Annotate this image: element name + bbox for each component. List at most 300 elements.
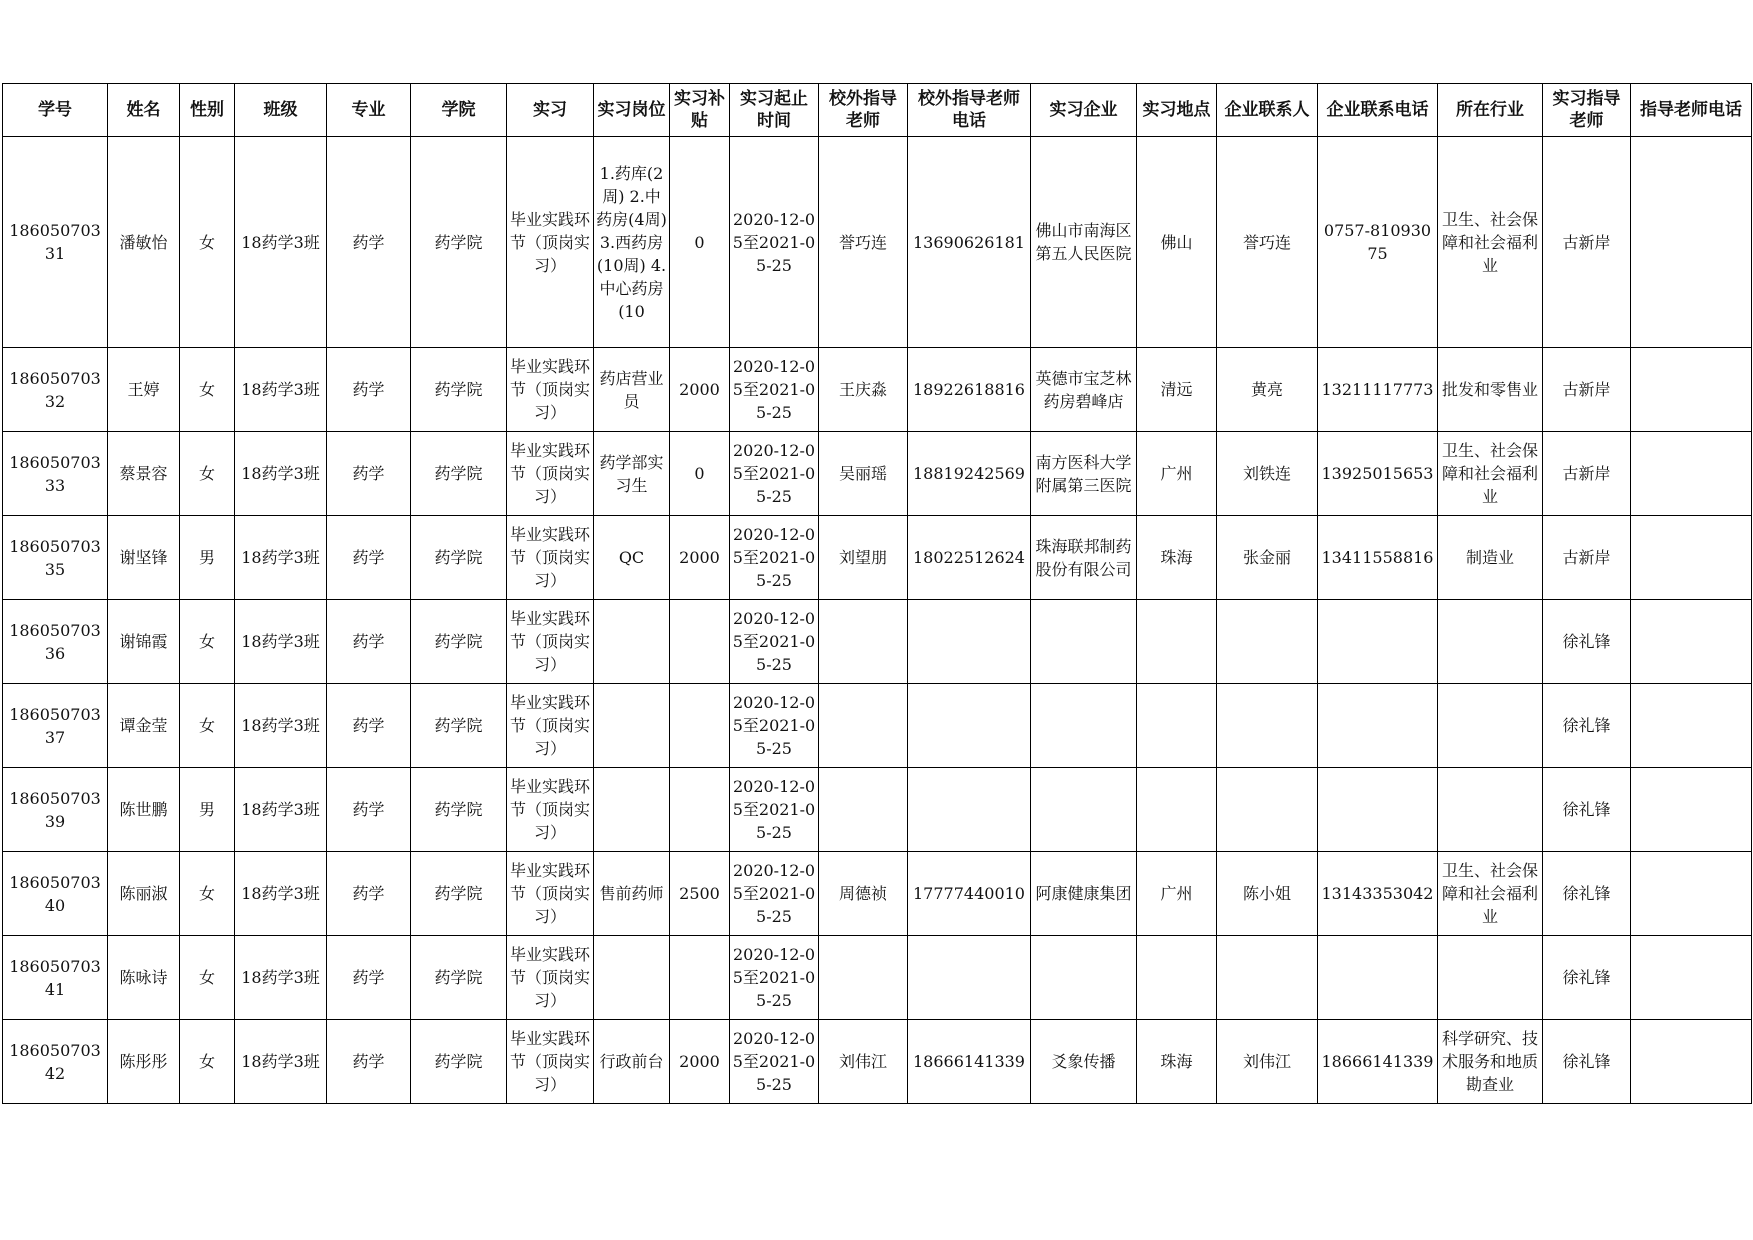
header-cell: 实习起止时间 (730, 84, 819, 137)
cell-text: 18605070337 (9, 704, 101, 747)
major-cell (327, 516, 411, 600)
name-cell (108, 348, 180, 432)
class-cell (235, 936, 327, 1020)
location-cell (1137, 348, 1217, 432)
header-cell: 班级 (235, 84, 327, 137)
cell-text: 13211117773 (1321, 380, 1434, 399)
college-cell (411, 600, 507, 684)
cell-text: 佛山市南海区第五人民医院 (1035, 221, 1132, 263)
header-cell: 实习指导老师 (1543, 84, 1631, 137)
college-cell (411, 516, 507, 600)
cell-text: 谢锦霞 (119, 632, 168, 651)
period-cell (730, 684, 819, 768)
cell-text: 药学院 (434, 716, 483, 735)
header-cell: 学院 (411, 84, 507, 137)
cell-text: 古新岸 (1562, 380, 1611, 399)
college-cell (411, 348, 507, 432)
cell-text: 制造业 (1465, 548, 1514, 567)
cell-text: 毕业实践环节（顶岗实习） (509, 693, 590, 758)
cell-text: 药学院 (434, 1052, 483, 1071)
internship-type-cell (507, 432, 594, 516)
cell-text: 佛山 (1160, 232, 1193, 252)
period-cell (730, 348, 819, 432)
cell-text: 行政前台 (599, 1052, 664, 1071)
cell-text: 陈咏诗 (119, 968, 168, 987)
advisor-cell (1543, 600, 1631, 684)
location-cell (1137, 432, 1217, 516)
college-cell (411, 137, 507, 348)
cell-text: 潘敏怡 (119, 232, 168, 252)
cell-text: 女 (198, 232, 215, 252)
header-cell: 实习岗位 (594, 84, 670, 137)
subsidy-cell (670, 1020, 730, 1104)
header-cell: 企业联系人 (1217, 84, 1318, 137)
company-phone-cell (1318, 432, 1438, 516)
cell-text: 卫生、社会保障和社会福利业 (1441, 861, 1538, 926)
cell-text: 王婷 (127, 380, 160, 399)
internship-type-cell (507, 348, 594, 432)
position-cell (594, 516, 670, 600)
cell-text: 清远 (1160, 380, 1193, 399)
cell-text: 毕业实践环节（顶岗实习） (509, 777, 590, 842)
subsidy-cell (670, 936, 730, 1020)
cell-text: 2020-12-05至2021-05-25 (732, 525, 816, 590)
cell-text: 药店营业员 (599, 368, 664, 411)
cell-text: 2000 (679, 1052, 720, 1071)
cell-text: 徐礼锋 (1562, 800, 1611, 819)
company-cell (1031, 348, 1137, 432)
cell-text: 古新岸 (1562, 548, 1611, 567)
location-cell (1137, 1020, 1217, 1104)
table-row (3, 516, 1752, 600)
gender-cell (180, 137, 235, 348)
major-cell (327, 348, 411, 432)
cell-text: 18666141339 (913, 1052, 1025, 1071)
cell-text: 誉巧连 (1242, 232, 1291, 252)
advisor-cell (1543, 137, 1631, 348)
mentor-cell (819, 1020, 908, 1104)
table-row (3, 1020, 1752, 1104)
cell-text: 陈小姐 (1242, 884, 1291, 903)
cell-text: 0 (694, 232, 705, 252)
cell-text: 2020-12-05至2021-05-25 (732, 861, 816, 926)
cell-text: 男 (198, 800, 215, 819)
gender-cell (180, 1020, 235, 1104)
student-id-cell (3, 1020, 108, 1104)
advisor-cell (1543, 936, 1631, 1020)
internship-table (2, 83, 1752, 1104)
class-cell (235, 348, 327, 432)
advisor-phone-cell (1631, 432, 1752, 516)
cell-text: 徐礼锋 (1562, 968, 1611, 987)
cell-text: 18819242569 (913, 464, 1025, 483)
cell-text: 18605070336 (9, 620, 101, 663)
subsidy-cell (670, 432, 730, 516)
cell-text: 女 (198, 1052, 215, 1071)
position-cell (594, 348, 670, 432)
header-cell: 指导老师电话 (1631, 84, 1752, 137)
cell-text: 科学研究、技术服务和地质勘查业 (1441, 1029, 1538, 1094)
college-cell (411, 768, 507, 852)
cell-text: 陈世鹏 (119, 800, 168, 819)
advisor-cell (1543, 348, 1631, 432)
cell-text: 黄亮 (1250, 380, 1283, 399)
internship-type-cell (507, 1020, 594, 1104)
location-cell (1137, 768, 1217, 852)
mentor-cell (819, 137, 908, 348)
cell-text: 药学 (352, 884, 385, 903)
table-body (3, 137, 1752, 1104)
cell-text: 13690626181 (913, 232, 1025, 252)
cell-text: 18605070342 (9, 1040, 101, 1083)
major-cell (327, 684, 411, 768)
header-cell: 企业联系电话 (1318, 84, 1438, 137)
cell-text: 18药学3班 (241, 632, 320, 651)
advisor-phone-cell (1631, 600, 1752, 684)
cell-text: 13925015653 (1321, 464, 1434, 483)
major-cell (327, 1020, 411, 1104)
company-cell (1031, 600, 1137, 684)
subsidy-cell (670, 516, 730, 600)
student-id-cell (3, 852, 108, 936)
company-phone-cell (1318, 852, 1438, 936)
cell-text: 阿康健康集团 (1035, 884, 1132, 903)
class-cell (235, 852, 327, 936)
company-cell (1031, 936, 1137, 1020)
header-cell: 性别 (180, 84, 235, 137)
cell-text: 陈丽淑 (119, 884, 168, 903)
company-cell (1031, 516, 1137, 600)
name-cell (108, 516, 180, 600)
advisor-phone-cell (1631, 137, 1752, 348)
cell-text: 0757-81093075 (1323, 221, 1432, 263)
cell-text: 药学院 (434, 968, 483, 987)
class-cell (235, 768, 327, 852)
cell-text: 徐礼锋 (1562, 632, 1611, 651)
mentor-phone-cell (908, 936, 1031, 1020)
company-contact-cell (1217, 600, 1318, 684)
industry-cell (1438, 137, 1543, 348)
mentor-phone-cell (908, 348, 1031, 432)
advisor-phone-cell (1631, 936, 1752, 1020)
table-row (3, 684, 1752, 768)
company-phone-cell (1318, 936, 1438, 1020)
cell-text: 药学院 (434, 884, 483, 903)
header-cell: 校外指导老师电话 (908, 84, 1031, 137)
cell-text: 18药学3班 (241, 716, 320, 735)
cell-text: 药学 (352, 464, 385, 483)
location-cell (1137, 936, 1217, 1020)
internship-type-cell (507, 516, 594, 600)
name-cell (108, 768, 180, 852)
cell-text: 卫生、社会保障和社会福利业 (1441, 441, 1538, 506)
cell-text: 刘伟江 (838, 1052, 887, 1071)
major-cell (327, 768, 411, 852)
advisor-phone-cell (1631, 768, 1752, 852)
position-cell (594, 600, 670, 684)
subsidy-cell (670, 684, 730, 768)
mentor-cell (819, 768, 908, 852)
header-cell: 姓名 (108, 84, 180, 137)
cell-text: 女 (198, 632, 215, 651)
cell-text: 女 (198, 464, 215, 483)
location-cell (1137, 137, 1217, 348)
cell-text: 18022512624 (913, 548, 1025, 567)
name-cell (108, 684, 180, 768)
period-cell (730, 137, 819, 348)
company-contact-cell (1217, 348, 1318, 432)
cell-text: 药学 (352, 380, 385, 399)
cell-text: 药学 (352, 800, 385, 819)
cell-text: 0 (694, 464, 705, 483)
student-id-cell (3, 600, 108, 684)
company-phone-cell (1318, 768, 1438, 852)
company-contact-cell (1217, 936, 1318, 1020)
cell-text: 药学部实习生 (599, 452, 664, 495)
cell-text: 药学院 (434, 632, 483, 651)
cell-text: 卫生、社会保障和社会福利业 (1441, 209, 1538, 275)
cell-text: 18605070339 (9, 788, 101, 831)
cell-text: 2000 (679, 380, 720, 399)
cell-text: 2020-12-05至2021-05-25 (732, 441, 816, 506)
position-cell (594, 684, 670, 768)
college-cell (411, 1020, 507, 1104)
advisor-cell (1543, 768, 1631, 852)
company-phone-cell (1318, 600, 1438, 684)
header-cell: 实习补贴 (670, 84, 730, 137)
gender-cell (180, 348, 235, 432)
gender-cell (180, 684, 235, 768)
major-cell (327, 852, 411, 936)
student-id-cell (3, 516, 108, 600)
company-contact-cell (1217, 137, 1318, 348)
major-cell (327, 432, 411, 516)
cell-text: 18605070333 (9, 452, 101, 495)
gender-cell (180, 768, 235, 852)
name-cell (108, 936, 180, 1020)
advisor-cell (1543, 1020, 1631, 1104)
student-id-cell (3, 432, 108, 516)
company-contact-cell (1217, 432, 1318, 516)
advisor-phone-cell (1631, 348, 1752, 432)
student-id-cell (3, 348, 108, 432)
industry-cell (1438, 600, 1543, 684)
cell-text: 2020-12-05至2021-05-25 (732, 1029, 816, 1094)
name-cell (108, 432, 180, 516)
cell-text: 18药学3班 (241, 968, 320, 987)
cell-text: 男 (198, 548, 215, 567)
advisor-phone-cell (1631, 516, 1752, 600)
header-cell: 实习 (507, 84, 594, 137)
header-cell: 实习企业 (1031, 84, 1137, 137)
cell-text: 英德市宝芝林药房碧峰店 (1035, 368, 1132, 411)
internship-type-cell (507, 768, 594, 852)
major-cell (327, 137, 411, 348)
company-cell (1031, 432, 1137, 516)
cell-text: 南方医科大学附属第三医院 (1035, 452, 1132, 495)
advisor-cell (1543, 852, 1631, 936)
mentor-cell (819, 852, 908, 936)
header-cell: 学号 (3, 84, 108, 137)
gender-cell (180, 516, 235, 600)
period-cell (730, 516, 819, 600)
cell-text: 爻象传播 (1051, 1052, 1116, 1071)
cell-text: 18药学3班 (241, 464, 320, 483)
mentor-phone-cell (908, 516, 1031, 600)
subsidy-cell (670, 137, 730, 348)
gender-cell (180, 432, 235, 516)
location-cell (1137, 600, 1217, 684)
industry-cell (1438, 516, 1543, 600)
position-cell (594, 137, 670, 348)
advisor-cell (1543, 432, 1631, 516)
cell-text: 1.药库(2周) 2.中药房(4周) 3.西药房(10周) 4.中心药房(10 (596, 163, 667, 321)
cell-text: 徐礼锋 (1562, 1052, 1611, 1071)
cell-text: 女 (198, 884, 215, 903)
cell-text: 药学 (352, 632, 385, 651)
cell-text: 2000 (679, 548, 720, 567)
period-cell (730, 852, 819, 936)
header-row (3, 84, 1752, 137)
cell-text: 女 (198, 716, 215, 735)
header-cell: 所在行业 (1438, 84, 1543, 137)
cell-text: QC (618, 548, 645, 567)
company-cell (1031, 137, 1137, 348)
cell-text: 18药学3班 (241, 232, 320, 252)
cell-text: 17777440010 (913, 884, 1025, 903)
cell-text: 古新岸 (1562, 232, 1611, 252)
advisor-cell (1543, 684, 1631, 768)
company-cell (1031, 852, 1137, 936)
period-cell (730, 432, 819, 516)
advisor-phone-cell (1631, 684, 1752, 768)
cell-text: 药学院 (434, 548, 483, 567)
mentor-phone-cell (908, 600, 1031, 684)
industry-cell (1438, 684, 1543, 768)
cell-text: 吴丽瑶 (838, 464, 887, 483)
table-row (3, 137, 1752, 348)
table-row (3, 348, 1752, 432)
cell-text: 毕业实践环节（顶岗实习） (509, 525, 590, 590)
cell-text: 13411558816 (1321, 548, 1434, 567)
period-cell (730, 768, 819, 852)
header-cell: 校外指导老师 (819, 84, 908, 137)
cell-text: 药学 (352, 716, 385, 735)
mentor-phone-cell (908, 1020, 1031, 1104)
cell-text: 18666141339 (1321, 1052, 1434, 1071)
position-cell (594, 852, 670, 936)
cell-text: 珠海联邦制药股份有限公司 (1035, 536, 1132, 579)
cell-text: 18605070332 (9, 368, 101, 411)
position-cell (594, 432, 670, 516)
cell-text: 毕业实践环节（顶岗实习） (509, 945, 590, 1010)
table-row (3, 600, 1752, 684)
cell-text: 18605070340 (9, 872, 101, 915)
cell-text: 药学院 (434, 464, 483, 483)
mentor-cell (819, 600, 908, 684)
cell-text: 药学 (352, 232, 385, 252)
cell-text: 毕业实践环节（顶岗实习） (509, 1029, 590, 1094)
subsidy-cell (670, 348, 730, 432)
cell-text: 2020-12-05至2021-05-25 (732, 777, 816, 842)
name-cell (108, 137, 180, 348)
cell-text: 张金丽 (1242, 548, 1291, 567)
location-cell (1137, 852, 1217, 936)
cell-text: 誉巧连 (838, 232, 887, 252)
mentor-cell (819, 432, 908, 516)
cell-text: 毕业实践环节（顶岗实习） (509, 209, 590, 275)
cell-text: 谭金莹 (119, 716, 168, 735)
position-cell (594, 768, 670, 852)
company-cell (1031, 684, 1137, 768)
cell-text: 18605070335 (9, 536, 101, 579)
cell-text: 广州 (1160, 464, 1193, 483)
mentor-phone-cell (908, 768, 1031, 852)
name-cell (108, 1020, 180, 1104)
company-contact-cell (1217, 852, 1318, 936)
table-row (3, 432, 1752, 516)
cell-text: 珠海 (1160, 548, 1193, 567)
cell-text: 18922618816 (913, 380, 1025, 399)
mentor-cell (819, 516, 908, 600)
class-cell (235, 432, 327, 516)
cell-text: 徐礼锋 (1562, 884, 1611, 903)
college-cell (411, 684, 507, 768)
cell-text: 2020-12-05至2021-05-25 (732, 209, 816, 275)
mentor-cell (819, 348, 908, 432)
table-row (3, 936, 1752, 1020)
cell-text: 2020-12-05至2021-05-25 (732, 945, 816, 1010)
gender-cell (180, 852, 235, 936)
cell-text: 毕业实践环节（顶岗实习） (509, 861, 590, 926)
name-cell (108, 852, 180, 936)
student-id-cell (3, 137, 108, 348)
table-row (3, 852, 1752, 936)
cell-text: 谢坚锋 (119, 548, 168, 567)
internship-type-cell (507, 137, 594, 348)
cell-text: 毕业实践环节（顶岗实习） (509, 441, 590, 506)
industry-cell (1438, 768, 1543, 852)
header-cell: 实习地点 (1137, 84, 1217, 137)
subsidy-cell (670, 768, 730, 852)
subsidy-cell (670, 600, 730, 684)
class-cell (235, 1020, 327, 1104)
college-cell (411, 432, 507, 516)
cell-text: 刘铁连 (1242, 464, 1291, 483)
cell-text: 13143353042 (1321, 884, 1434, 903)
student-id-cell (3, 684, 108, 768)
cell-text: 18药学3班 (241, 548, 320, 567)
mentor-phone-cell (908, 852, 1031, 936)
industry-cell (1438, 348, 1543, 432)
class-cell (235, 600, 327, 684)
class-cell (235, 137, 327, 348)
cell-text: 18药学3班 (241, 380, 320, 399)
cell-text: 徐礼锋 (1562, 716, 1611, 735)
mentor-phone-cell (908, 684, 1031, 768)
major-cell (327, 600, 411, 684)
header-cell: 专业 (327, 84, 411, 137)
gender-cell (180, 936, 235, 1020)
college-cell (411, 936, 507, 1020)
internship-type-cell (507, 852, 594, 936)
cell-text: 广州 (1160, 884, 1193, 903)
cell-text: 刘望朋 (838, 548, 887, 567)
cell-text: 2020-12-05至2021-05-25 (732, 609, 816, 674)
company-phone-cell (1318, 137, 1438, 348)
name-cell (108, 600, 180, 684)
cell-text: 陈彤彤 (119, 1052, 168, 1071)
